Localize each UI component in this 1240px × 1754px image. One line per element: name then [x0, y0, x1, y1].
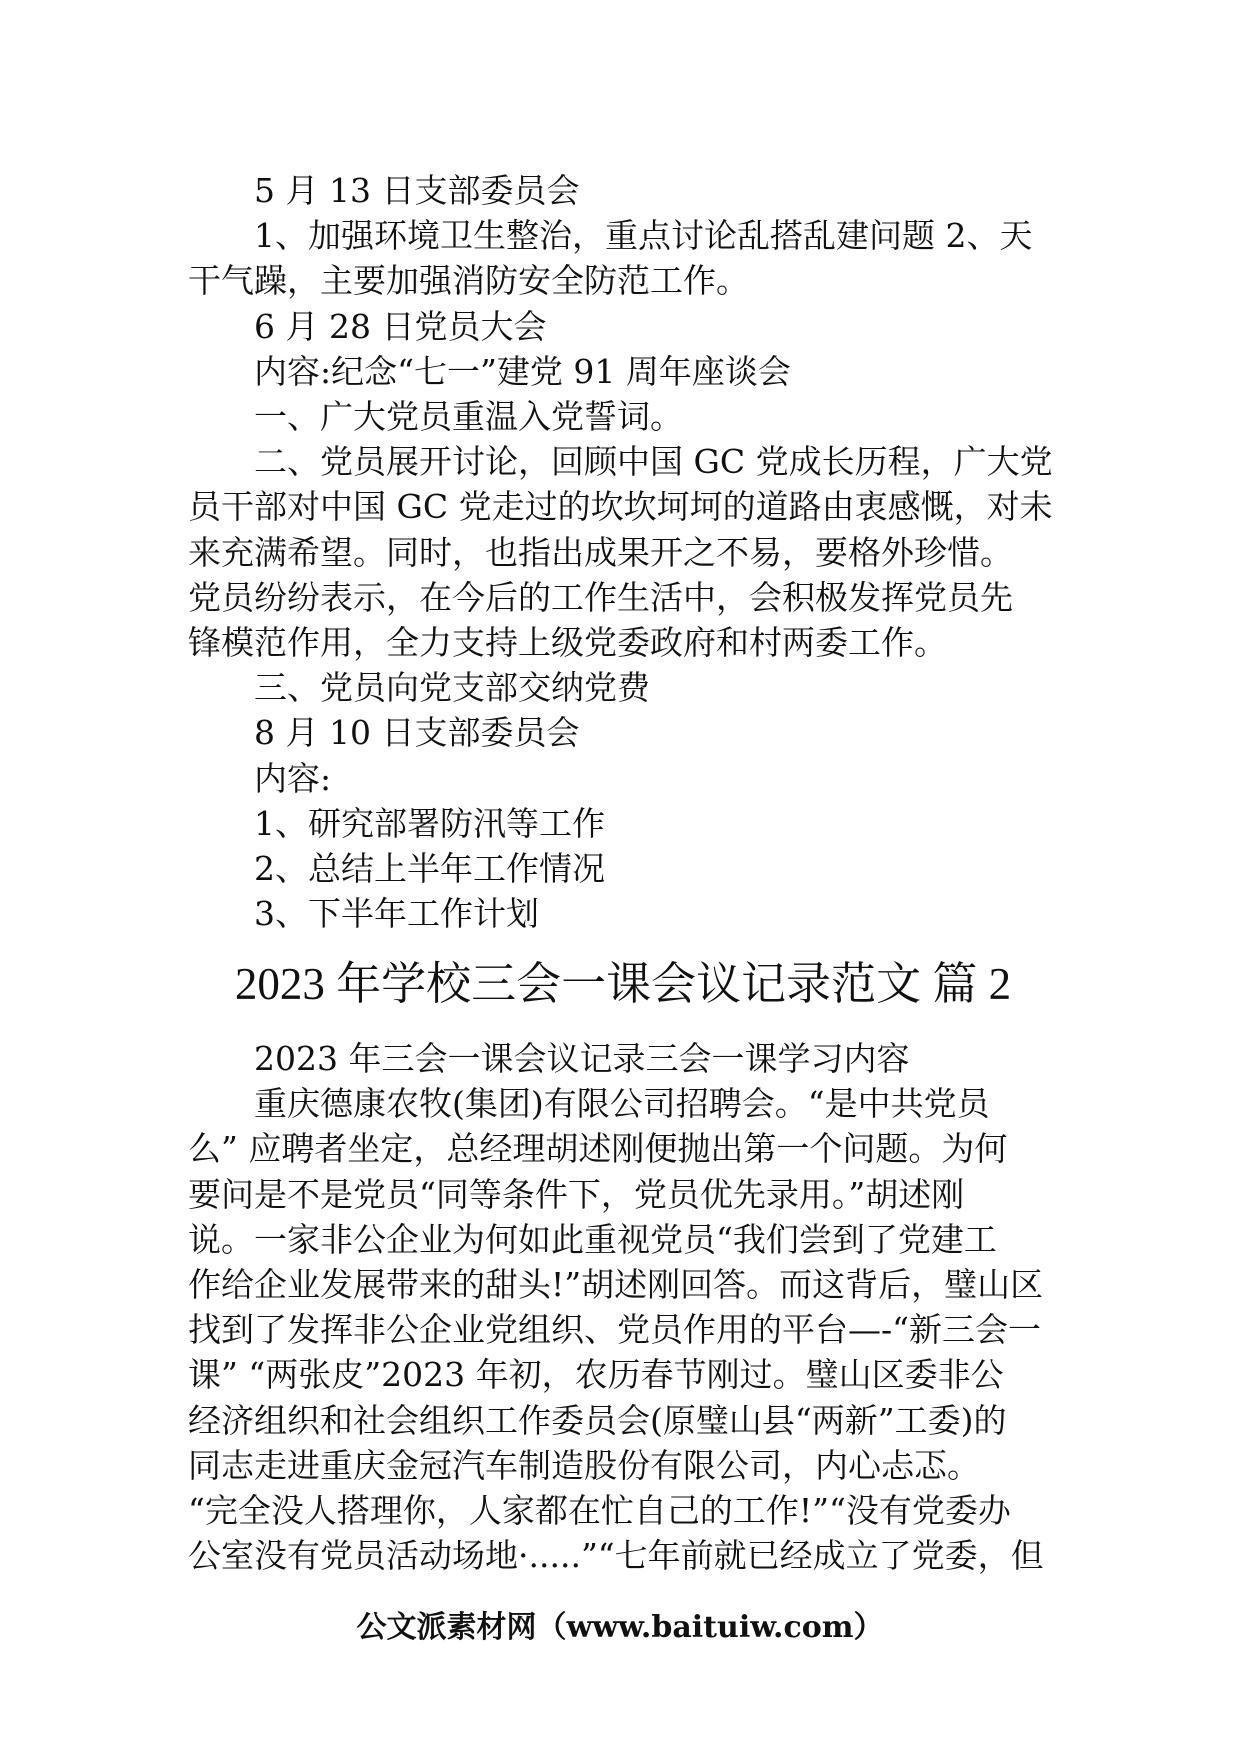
- paragraph-line: 来充满希望。同时，也指出成果开之不易，要格外珍惜。: [188, 532, 1013, 572]
- paragraph-line: 么” 应聘者坐定，总经理胡述刚便抛出第一个问题。为何: [188, 1129, 1008, 1169]
- paragraph-line: 6 月 28 日党员大会: [254, 306, 547, 346]
- paragraph-line: 说。一家非公企业为何如此重视党员“我们尝到了党建工: [188, 1219, 997, 1259]
- paragraph-line: 1、研究部署防汛等工作: [254, 803, 605, 843]
- meeting-records-section: [188, 168, 1058, 936]
- paragraph-line: “完全没人搭理你，人家都在忙自己的工作!”“没有党委办: [188, 1491, 1011, 1531]
- paragraph-line: 找到了发挥非公企业党组织、党员作用的平台—-“新三会一: [188, 1310, 1042, 1350]
- paragraph-line: 内容:: [254, 758, 332, 798]
- paragraph-line: 重庆德康农牧(集团)有限公司招聘会。“是中共党员: [254, 1084, 990, 1124]
- paragraph-line: 作给企业发展带来的甜头!”胡述刚回答。而这背后，璧山区: [188, 1265, 1044, 1305]
- paragraph-line: 干气躁，主要加强消防安全防范工作。: [188, 261, 749, 301]
- paragraph-line: 3、下半年工作计划: [254, 894, 539, 934]
- paragraph-line: 二、党员展开讨论，回顾中国 GC 党成长历程，广大党: [254, 442, 1053, 482]
- paragraph-line: 经济组织和社会组织工作委员会(原璧山县“两新”工委)的: [188, 1400, 1007, 1440]
- article-section: [188, 1036, 1058, 1578]
- paragraph-line: 2、总结上半年工作情况: [254, 849, 605, 889]
- footer-source: 公文派素材网（www.baituiw.com）: [356, 1610, 884, 1645]
- paragraph-line: 5 月 13 日支部委员会: [254, 171, 580, 210]
- paragraph-line: 课” “两张皮”2023 年初，农历春节刚过。璧山区委非公: [188, 1355, 1004, 1395]
- paragraph-line: 2023 年三会一课会议记录三会一课学习内容: [254, 1039, 910, 1078]
- paragraph-line: 锋模范作用，全力支持上级党委政府和村两委工作。: [188, 623, 947, 663]
- paragraph-line: 1、加强环境卫生整治，重点讨论乱搭乱建问题 2、天: [254, 216, 1033, 256]
- paragraph-line: 一、广大党员重温入党誓词。: [254, 397, 683, 437]
- paragraph-line: 三、党员向党支部交纳党费: [254, 668, 650, 708]
- section-heading: 2023 年学校三会一课会议记录范文 篇 2: [234, 959, 1012, 1009]
- paragraph-line: 公室没有党员活动场地·.....”“七年前就已经成立了党委，但: [188, 1536, 1044, 1576]
- paragraph-line: 党员纷纷表示，在今后的工作生活中，会积极发挥党员先: [188, 577, 1013, 617]
- paragraph-line: 内容:纪念“七一”建党 91 周年座谈会: [254, 351, 791, 391]
- paragraph-line: 要问是不是党员“同等条件下，党员优先录用。”胡述刚: [188, 1174, 965, 1214]
- paragraph-line: 员干部对中国 GC 党走过的坎坎坷坷的道路由衷感慨，对未: [188, 487, 1053, 527]
- paragraph-line: 8 月 10 日支部委员会: [254, 713, 580, 753]
- paragraph-line: 同志走进重庆金冠汽车制造股份有限公司，内心忐忑。: [188, 1445, 980, 1485]
